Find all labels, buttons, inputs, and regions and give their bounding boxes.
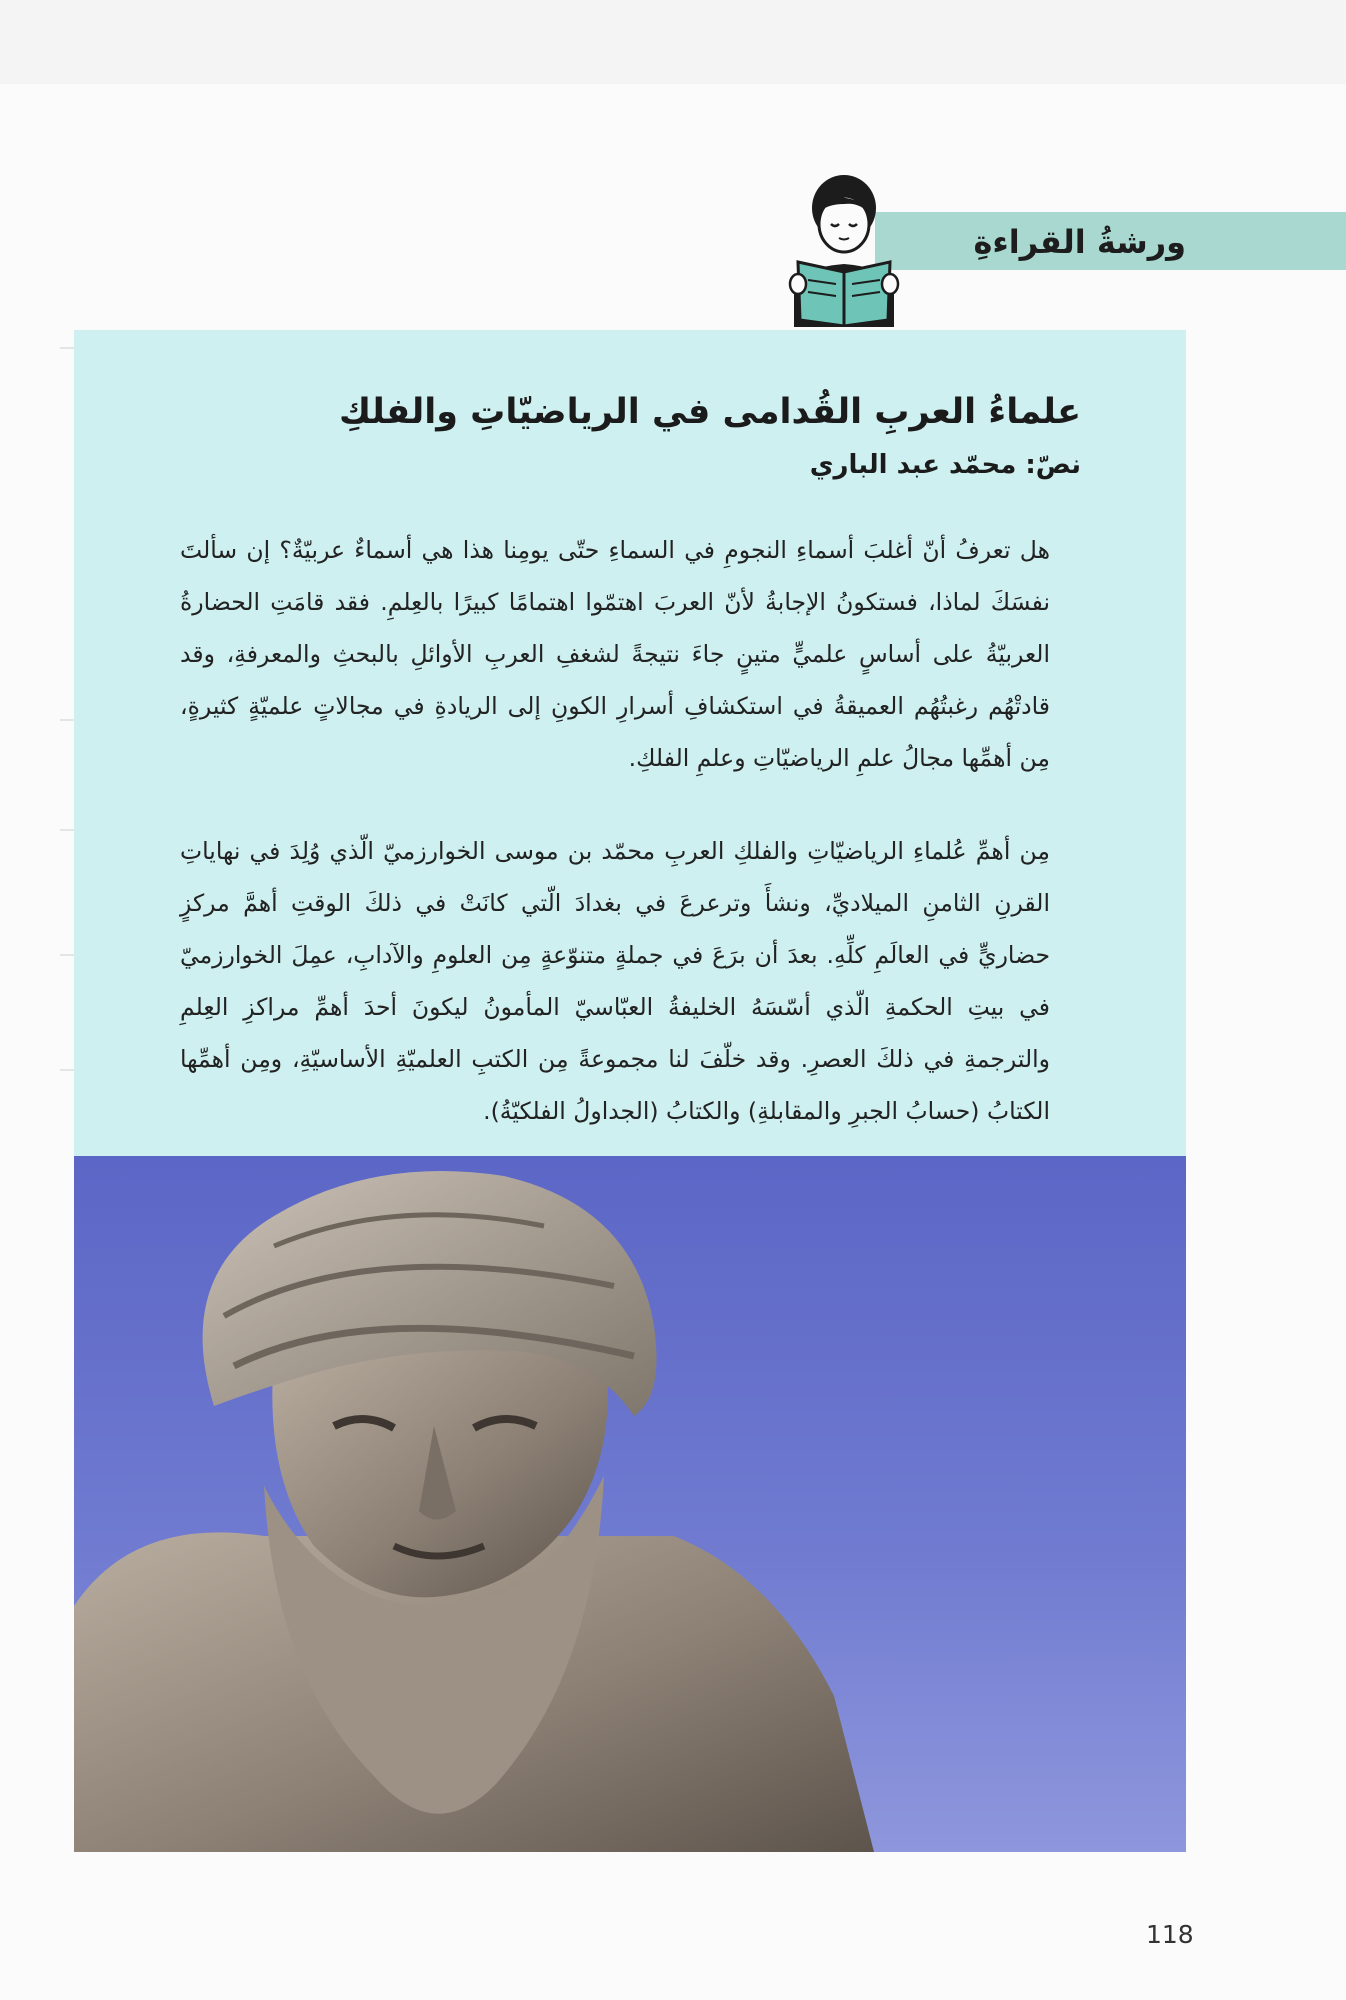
article-title: علماءُ العربِ القُدامى في الرياضيّاتِ والفلكِ [339, 392, 1081, 432]
reading-person-icon [788, 172, 900, 327]
article-paragraph: هل تعرفُ أنّ أغلبَ أسماءِ النجومِ في السماءِ حتّى يومِنا هذا هي أسماءٌ عربيّةٌ؟ إن سألتَ نفسَكَ لماذا، فستكونُ الإجابةُ لأنّ العربَ اهتمّوا اهتمامًا كبيرًا بالعِلمِ. فقد قامَتِ الحضارةُ العربيّةُ على أساسٍ علميٍّ متينٍ جاءَ نتيجةً لشغفِ العربِ الأوائلِ بالبحثِ والمعرفةِ، وقد قادتْهُم رغبتُهُم العميقةُ في استكشافِ أسرارِ الكونِ إلى الريادةِ في مجالاتٍ علميّةٍ كثيرةٍ، مِن أهمِّها مجالُ علمِ الرياضيّاتِ وعلمِ الفلكِ. [180, 536, 1050, 772]
section-title: ورشةُ القراءةِ [973, 223, 1186, 261]
article-paragraph: مِن أهمِّ عُلماءِ الرياضيّاتِ والفلكِ العربِ محمّد بن موسى الخوارزميّ الّذي وُلِدَ في نهاياتِ القرنِ الثامنِ الميلاديِّ، ونشأَ وترعرعَ في بغدادَ الّتي كانَتْ في ذلكَ الوقتِ أهمَّ مركزٍ حضاريٍّ في العالَمِ كلِّهِ. بعدَ أن برَعَ في جملةٍ متنوّعةٍ مِن العلومِ والآدابِ، عمِلَ الخوارزميّ في بيتِ الحكمةِ الّذي أسّسَهُ الخليفةُ العبّاسيّ المأمونُ ليكونَ أحدَ أهمِّ مراكزِ العِلمِ والترجمةِ في ذلكَ العصرِ. وقد خلّفَ لنا مجموعةً مِن الكتبِ العلميّةِ الأساسيّةِ، ومِن أهمِّها الكتابُ (حسابُ الجبرِ والمقابلةِ) والكتابُ (الجداولُ الفلكيّةُ). [180, 837, 1050, 1125]
article-byline: نصّ: محمّد عبد الباري [809, 450, 1081, 480]
statue-photo [74, 1156, 1186, 1852]
page-number: 118 [1146, 1920, 1194, 1949]
